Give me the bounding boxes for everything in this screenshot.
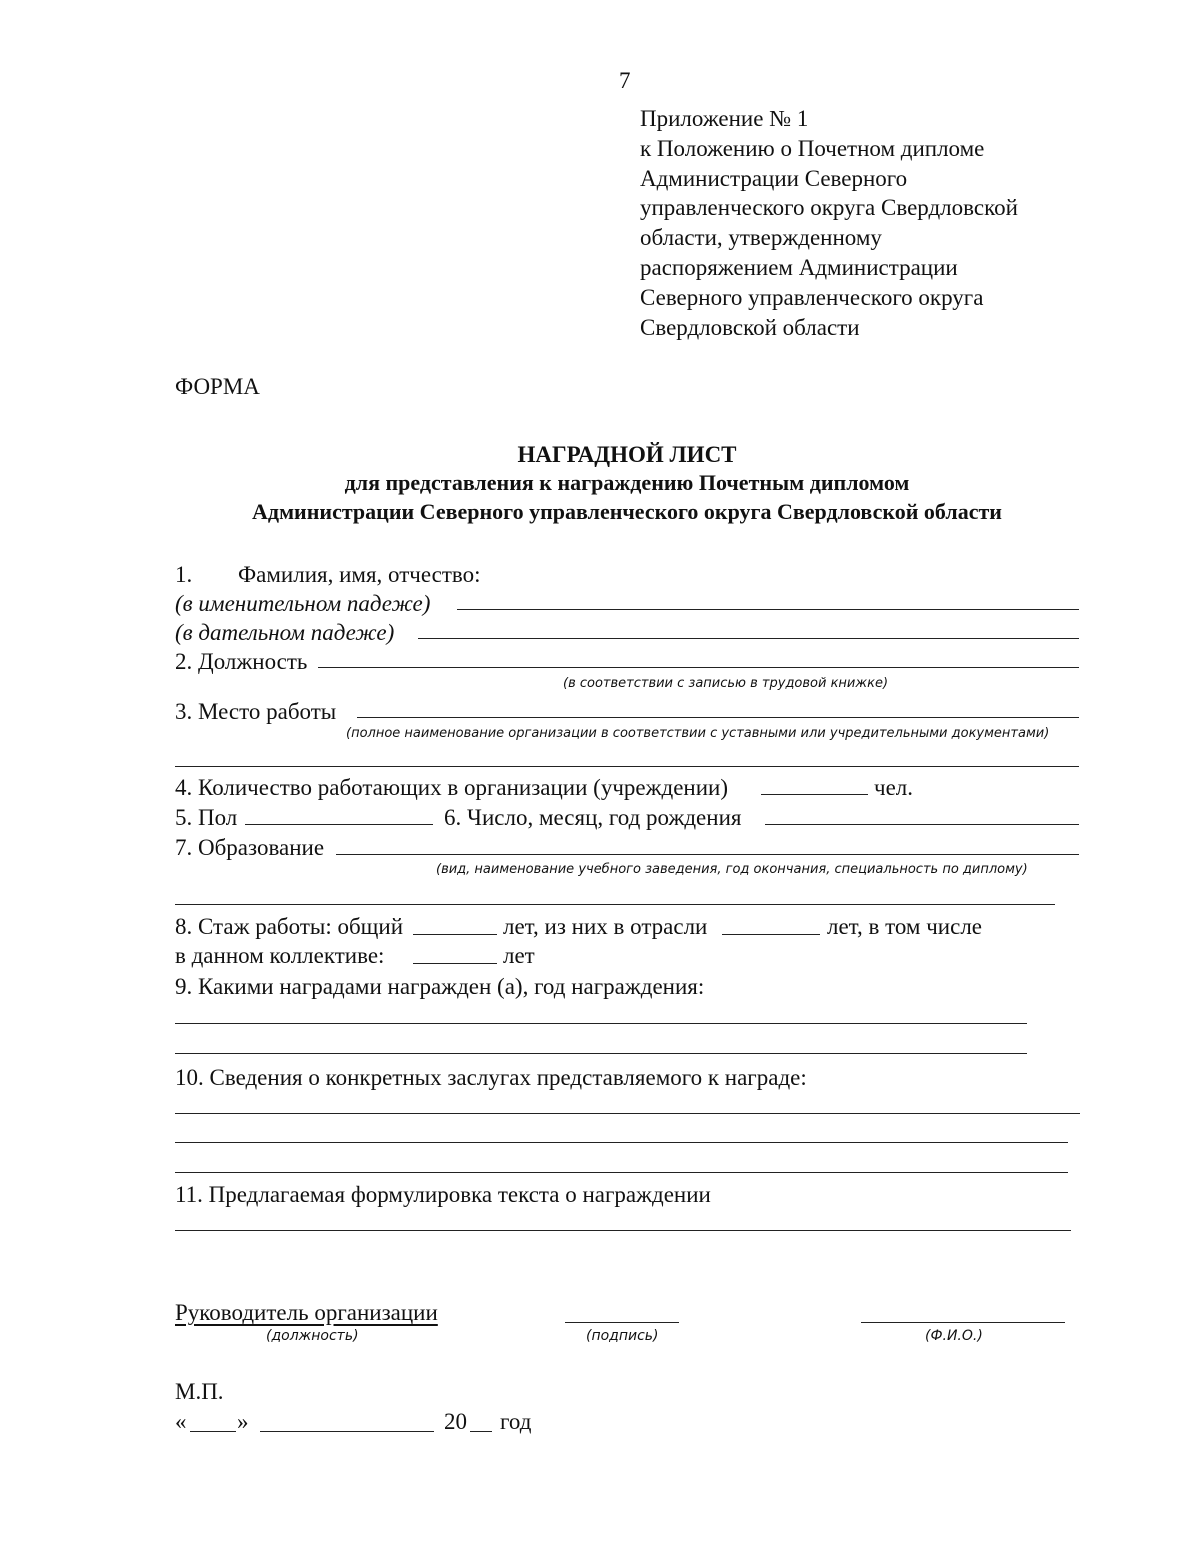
field-6-input[interactable] [765, 824, 1079, 825]
field-8-including-label: лет, в том числе [827, 914, 983, 939]
field-7-label: 7. Образование [175, 835, 325, 860]
appendix-line: Свердловской области [640, 314, 860, 340]
field-9-input-line-2[interactable] [175, 1053, 1027, 1054]
document-subtitle-1: для представления к награждению Почетным дипломом [344, 470, 910, 495]
date-month-input[interactable] [260, 1431, 434, 1432]
field-3-input[interactable] [357, 717, 1079, 718]
field-10-label: 10. Сведения о конкретных заслугах представляемого к награде: [175, 1065, 807, 1090]
full-name-input[interactable] [861, 1322, 1065, 1323]
field-9-input-line-1[interactable] [175, 1023, 1027, 1024]
seal-label: М.П. [175, 1379, 224, 1404]
position-hint: (должность) [266, 1328, 359, 1344]
page-number: 7 [619, 68, 631, 93]
field-8-team-input[interactable] [413, 963, 497, 964]
field-7-input[interactable] [336, 854, 1079, 855]
appendix-block [640, 104, 1018, 342]
appendix-line: Северного управленческого округа [640, 284, 984, 310]
field-2-input[interactable] [318, 667, 1079, 668]
full-name-hint: (Ф.И.О.) [925, 1328, 983, 1344]
field-3-label: 3. Место работы [175, 699, 337, 724]
appendix-line: области, утвержденному [640, 225, 882, 251]
appendix-line: управленческого округа Свердловской [640, 195, 1018, 221]
field-10-input-line-2[interactable] [175, 1142, 1068, 1143]
field-3-input-continued[interactable] [175, 766, 1079, 767]
field-1-nominative-label: (в именительном падеже) [175, 591, 431, 616]
field-9-label: 9. Какими наградами награжден (а), год награждения: [175, 974, 705, 999]
field-1-nominative-input[interactable] [457, 609, 1079, 610]
date-year-prefix: 20 [444, 1409, 467, 1434]
field-11-input[interactable] [175, 1230, 1071, 1231]
field-2-label: 2. Должность [175, 649, 308, 674]
field-4-input[interactable] [761, 794, 868, 795]
field-4-label: 4. Количество работающих в организации (учреждении) [175, 775, 728, 800]
appendix-line: к Положению о Почетном дипломе [640, 135, 985, 161]
appendix-line: Приложение № 1 [640, 106, 809, 131]
field-8-industry-input[interactable] [722, 934, 820, 935]
field-11-label: 11. Предлагаемая формулировка текста о награждении [175, 1182, 711, 1207]
signature-input[interactable] [565, 1322, 679, 1323]
appendix-line: Администрации Северного [640, 165, 908, 191]
field-3-hint: (полное наименование организации в соответствии с уставными или учредительными документами) [346, 726, 1050, 741]
field-8-total-label: 8. Стаж работы: общий [175, 914, 404, 939]
field-8-total-input[interactable] [413, 934, 497, 935]
field-6-label: 6. Число, месяц, год рождения [444, 805, 742, 830]
field-7-hint: (вид, наименование учебного заведения, год окончания, специальность по диплому) [436, 862, 1028, 877]
field-1-number: 1. [175, 562, 193, 587]
field-8-team-unit: лет [503, 943, 535, 968]
field-8-industry-label: лет, из них в отрасли [503, 914, 708, 939]
date-year-suffix: год [500, 1409, 532, 1434]
signature-hint: (подпись) [586, 1328, 659, 1344]
date-day-input[interactable] [190, 1431, 236, 1432]
signatory-position: Руководитель организации [175, 1300, 438, 1325]
field-4-unit: чел. [874, 775, 914, 800]
field-8-team-label: в данном коллективе: [175, 943, 385, 968]
field-5-input[interactable] [245, 824, 433, 825]
document-subtitle-2: Администрации Северного управленческого округа Свердловской области [252, 499, 1002, 524]
field-7-input-continued[interactable] [175, 904, 1055, 905]
field-10-input-line-1[interactable] [175, 1113, 1080, 1114]
field-5-label: 5. Пол [175, 805, 238, 830]
appendix-line: распоряжением Администрации [640, 254, 958, 280]
field-1-label: Фамилия, имя, отчество: [238, 562, 481, 587]
date-year-input[interactable] [470, 1431, 492, 1432]
field-1-dative-label: (в дательном падеже) [175, 620, 395, 645]
field-10-input-line-3[interactable] [175, 1172, 1068, 1173]
form-label: ФОРМА [175, 374, 260, 399]
field-2-hint: (в соответствии с записью в трудовой книжке) [563, 676, 889, 691]
document-title: НАГРАДНОЙ ЛИСТ [517, 442, 737, 467]
date-quote-close: » [237, 1409, 249, 1434]
field-1-dative-input[interactable] [418, 638, 1079, 639]
date-quote-open: « [175, 1409, 187, 1434]
